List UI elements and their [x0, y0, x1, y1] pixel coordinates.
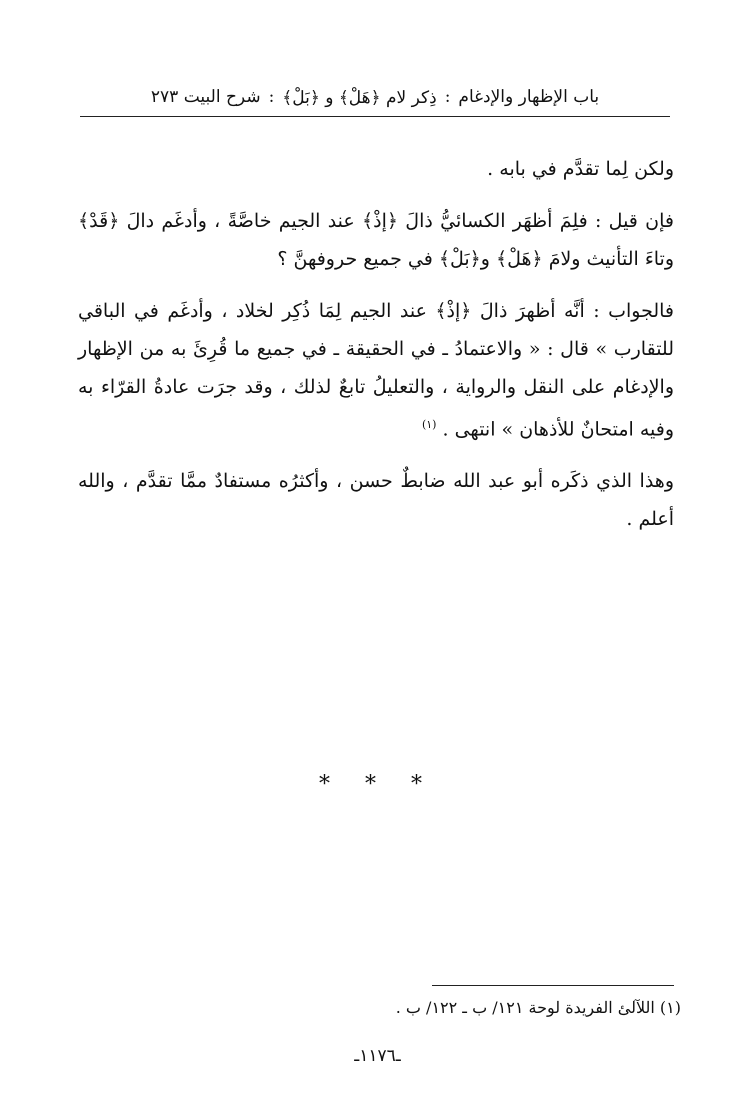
main-text	[78, 150, 674, 552]
header-topic: ذِكر لام ﴿هَلْ﴾ و ﴿بَلْ﴾	[282, 87, 437, 108]
footnote-marker[interactable]: (١)	[421, 418, 437, 431]
running-header	[80, 78, 670, 117]
header-verse: شرح البيت ٢٧٣	[150, 87, 261, 107]
paragraph	[78, 292, 674, 448]
header-separator: :	[444, 87, 451, 107]
paragraph-text: فالجواب : أنَّه أظهرَ ذالَ ﴿إذْ﴾ عند الجيم لِمَا ذُكِر لخلاد ، وأدغَم في الباقي للتقارب » قال : « والاعتمادُ ـ في الحقيقة ـ في جميع ما قُرِئَ به من الإظهار والإدغام على النقل والرواية ، والتعليلُ تابعٌ لذلك ، وقد جرَت عادةُ القرّاء به وفيه امتحانٌ للأذهان » انتهى .	[78, 300, 674, 441]
header-chapter: باب الإظهار والإدغام	[458, 87, 600, 107]
paragraph: وهذا الذي ذكَره أبو عبد الله ضابطٌ حسن ، وأكثرُه مستفادٌ ممَّا تقدَّم ، والله أعلم .	[78, 470, 674, 531]
page-number: ـ١١٧٦ـ	[354, 1046, 401, 1066]
paragraph: فإن قيل : فلِمَ أظهَر الكسائيُّ ذالَ ﴿إذْ﴾ عند الجيم خاصَّةً ، وأدغَم دالَ ﴿قَدْ﴾ وتاءَ التأنيث ولامَ ﴿هَلْ﴾ و﴿بَلْ﴾ في جميع حروفهنَّ ؟	[78, 210, 674, 270]
footnote-divider	[432, 985, 674, 986]
footnote: (١) اللآلئ الفريدة لوحة ١٢١/ ب ـ ١٢٢/ ب .	[395, 998, 681, 1017]
paragraph: ولكن لِما تقدَّم في بابه .	[487, 158, 674, 180]
section-separator: * * *	[319, 772, 436, 797]
header-separator: :	[268, 87, 275, 107]
